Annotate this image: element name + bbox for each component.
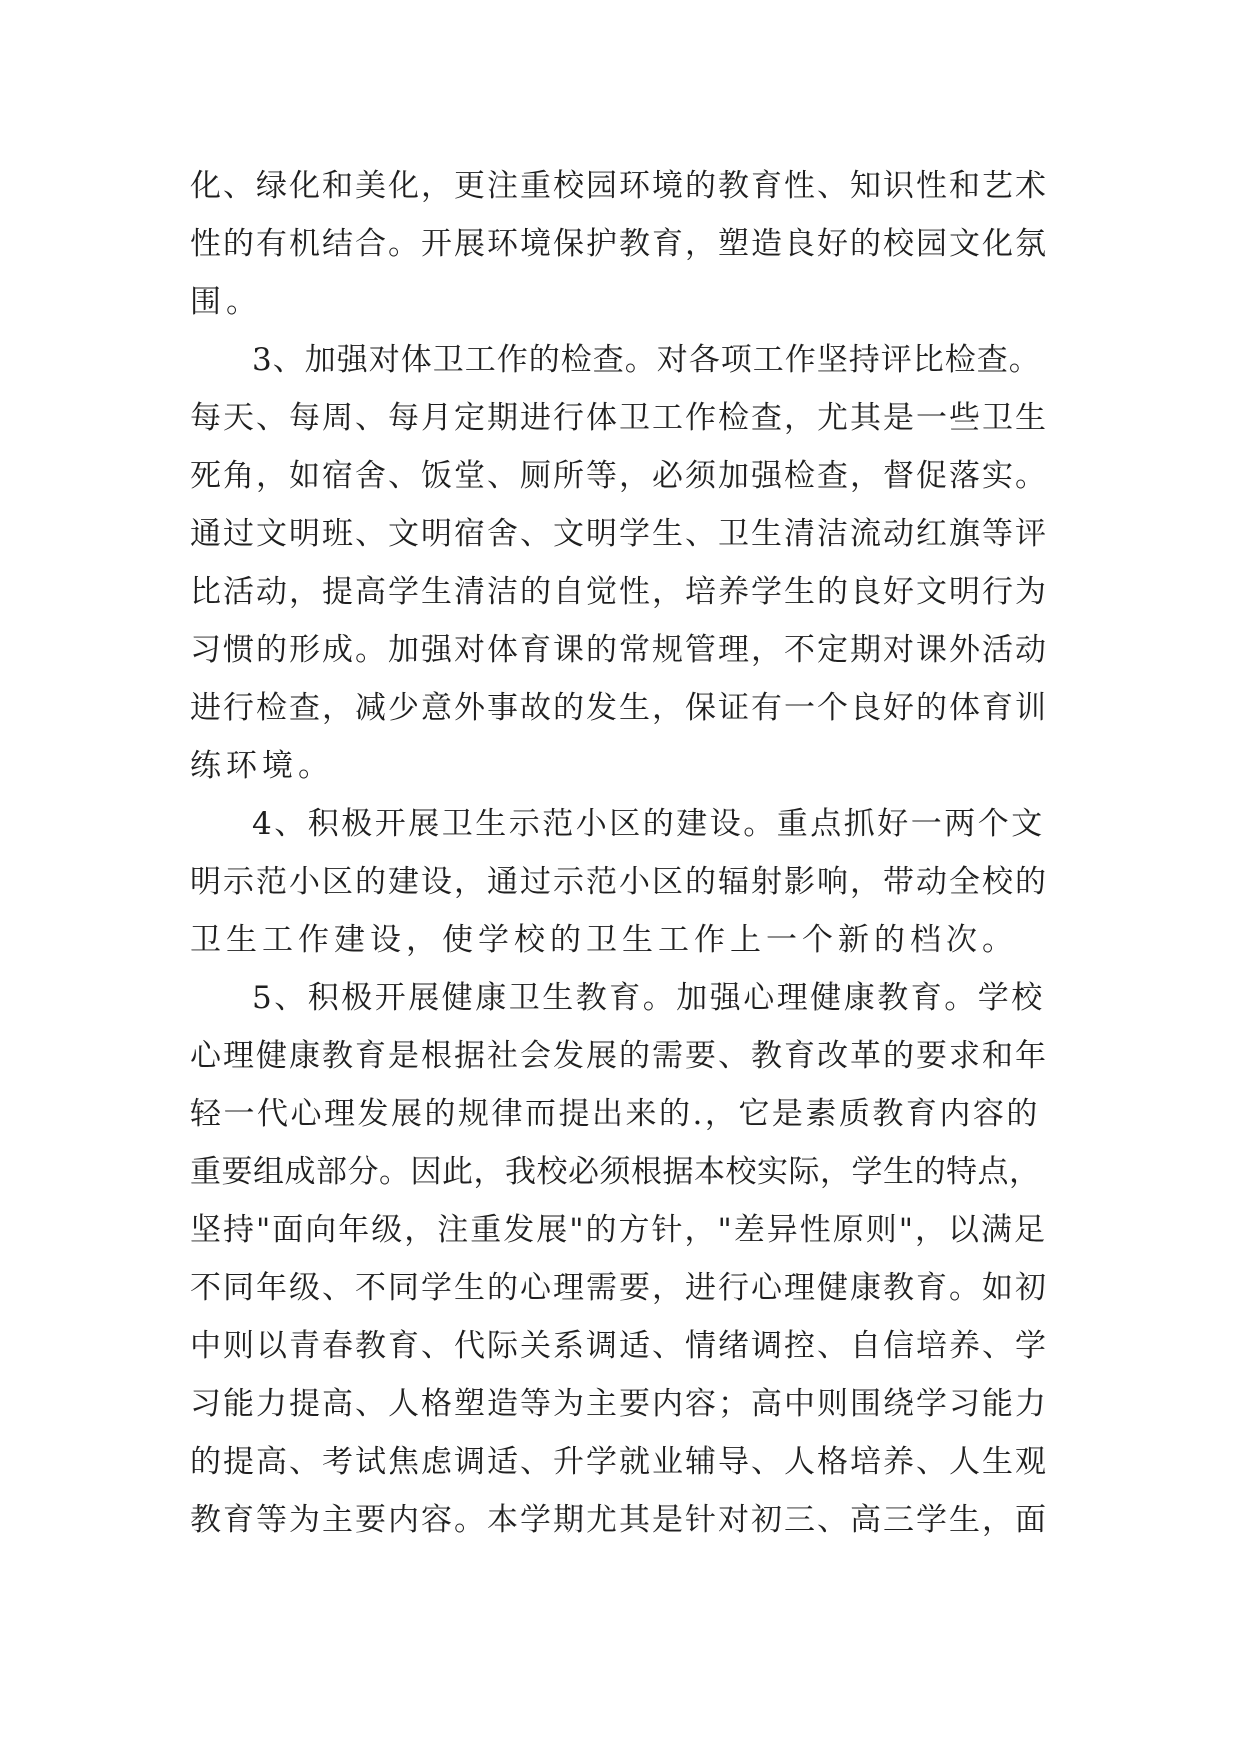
text-line: 性的有机结合。开展环境保护教育，塑造良好的校园文化氛 <box>190 226 1048 262</box>
text-line: 习惯的形成。加强对体育课的常规管理，不定期对课外活动 <box>190 632 1048 668</box>
paragraph-4-first-line: 4、积极开展卫生示范小区的建设。重点抓好一两个文 <box>252 806 1045 842</box>
text-line: 通过文明班、文明宿舍、文明学生、卫生清洁流动红旗等评 <box>190 516 1048 552</box>
text-line: 比活动，提高学生清洁的自觉性，培养学生的良好文明行为 <box>190 574 1048 610</box>
text-line: 的提高、考试焦虑调适、升学就业辅导、人格培养、人生观 <box>190 1444 1048 1480</box>
paragraph-5-first-line: 5、积极开展健康卫生教育。加强心理健康教育。学校 <box>252 980 1045 1016</box>
document-body <box>190 157 1050 1549</box>
text-line: 化、绿化和美化，更注重校园环境的教育性、知识性和艺术 <box>190 168 1048 204</box>
text-line: 进行检查，减少意外事故的发生，保证有一个良好的体育训 <box>190 690 1048 726</box>
text-line: 不同年级、不同学生的心理需要，进行心理健康教育。如初 <box>190 1270 1048 1306</box>
text-line: 坚持"面向年级，注重发展"的方针，"差异性原则"，以满足 <box>190 1212 1048 1248</box>
text-line: 明示范小区的建设，通过示范小区的辐射影响，带动全校的 <box>190 864 1048 900</box>
text-line: 练环境。 <box>190 748 334 784</box>
text-line: 习能力提高、人格塑造等为主要内容；高中则围绕学习能力 <box>190 1386 1048 1422</box>
text-line: 卫生工作建设，使学校的卫生工作上一个新的档次。 <box>190 922 1018 958</box>
text-line: 围。 <box>190 284 262 320</box>
text-line: 死角，如宿舍、饭堂、厕所等，必须加强检查，督促落实。 <box>190 458 1048 494</box>
text-line: 中则以青春教育、代际关系调适、情绪调控、自信培养、学 <box>190 1328 1048 1364</box>
text-line: 教育等为主要内容。本学期尤其是针对初三、高三学生，面 <box>190 1502 1048 1538</box>
text-line: 心理健康教育是根据社会发展的需要、教育改革的要求和年 <box>190 1038 1048 1074</box>
paragraph-3-first-line: 3、加强对体卫工作的检查。对各项工作坚持评比检查。 <box>252 342 1041 378</box>
text-line: 重要组成部分。因此，我校必须根据本校实际，学生的特点， <box>190 1154 1041 1190</box>
text-line: 轻一代心理发展的规律而提出来的.，它是素质教育内容的 <box>190 1096 1040 1132</box>
text-line: 每天、每周、每月定期进行体卫工作检查，尤其是一些卫生 <box>190 400 1048 436</box>
